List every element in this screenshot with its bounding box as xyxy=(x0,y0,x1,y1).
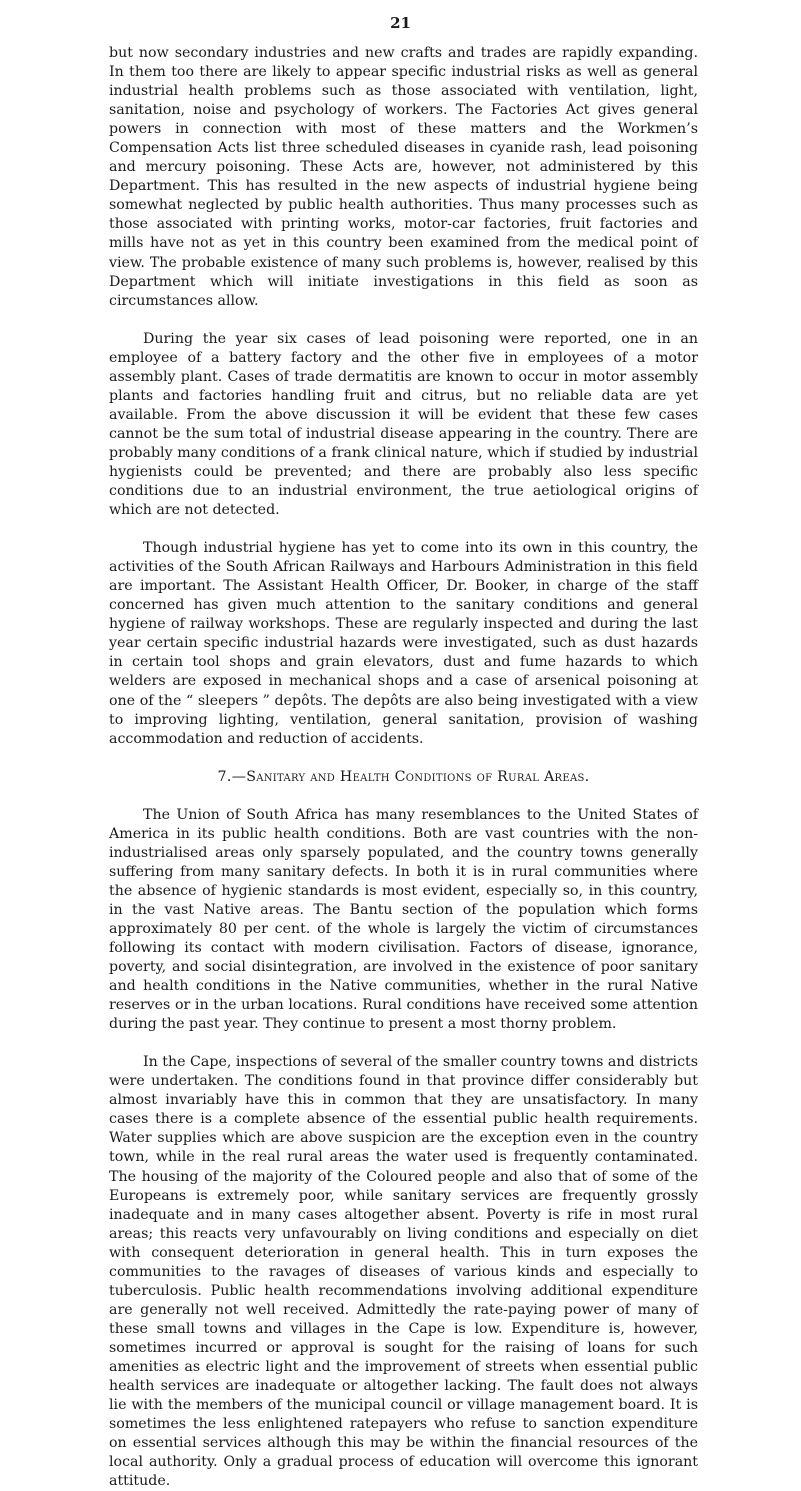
paragraph-lead-poisoning: During the year six cases of lead poisoning were reported, one in an employee of a battery factory and the other five in employees of a motor assembly plant. Cases of trade dermatitis are known to occur in motor assembly plants and factories handling fruit and citrus, but no reliable data are yet available. From the above discussion it will be evident that these few cases cannot be the sum total of industrial disease appearing in the country. There are probably many conditions of a frank clinical nature, which if studied by industrial hygienists could be prevented; and there are probably also less specific conditions due to an industrial environment, the true aetiological origins of which are not detected. xyxy=(109,330,698,519)
section-heading xyxy=(109,768,698,787)
body-text xyxy=(109,44,698,1491)
page-number: 21 xyxy=(390,14,411,32)
section-number: 7. xyxy=(217,768,232,785)
paragraph-cape-inspections: In the Cape, inspections of several of the smaller country towns and districts were undertaken. The conditions found in that province differ considerably but almost invariably have this in common that they are unsatisfactory. In many cases there is a complete absence of the essential public health requirements. Water supplies which are above suspicion are the exception even in the country town, while in the real rural areas the water used is frequently contaminated. The housing of the majority of the Coloured people and also that of some of the Europeans is extremely poor, while sanitary services are frequently grossly inadequate and in many cases altogether absent. Poverty is rife in most rural areas; this reacts very unfavourably on living conditions and especially on diet with consequent deterioration in general health. This in turn exposes the communities to the ravages of diseases of various kinds and especially to tuberculosis. Public health recommendations involving additional expenditure are generally not well received. Admittedly the rate-paying power of many of these small towns and villages in the Cape is low. Expenditure is, however, sometimes incurred or approval is sought for the raising of loans for such amenities as electric light and the improvement of streets when essential public health services are inadequate or altogether lacking. The fault does not always lie with the members of the municipal council or village management board. It is sometimes the less enlightened ratepayers who refuse to sanction expenditure on essential services although this may be within the financial resources of the local authority. Only a gradual process of education will overcome this ignorant attitude. xyxy=(109,1054,698,1490)
section-title: Sanitary and Health Conditions of Rural Areas. xyxy=(246,768,590,785)
paragraph-railways-hygiene: Though industrial hygiene has yet to come into its own in this country, the activities of the South African Railways and Harbours Administration in this field are important. The Assistant Health Officer, Dr. Booker, in charge of the staff concerned has given much attention to the sanitary conditions and general hygiene of railway workshops. These are regularly inspected and during the last year certain specific industrial hazards were investigated, such as dust hazards in certain tool shops and grain elevators, dust and fume hazards to which welders are exposed in mechanical shops and a case of arsenical poisoning at one of the “ sleepers ” depôts. The depôts are also being investigated with a view to improving lighting, ventilation, general sanitation, provision of washing accommodation and reduction of accidents. xyxy=(109,540,698,747)
paragraph-industrial-hygiene-intro: but now secondary industries and new crafts and trades are rapidly expanding. In them too there are likely to appear specific industrial risks as well as general industrial health problems such as those associated with ventilation, light, sanitation, noise and psychology of workers. The Factories Act gives general powers in connection with most of these matters and the Workmen’s Compensation Acts list three scheduled diseases in cyanide rash, lead poisoning and mercury poisoning. These Acts are, however, not administered by this Department. This has resulted in the new aspects of industrial hygiene being somewhat neglected by public health authorities. Thus many processes such as those associated with printing works, motor-car factories, fruit factories and mills have not as yet in this country been examined from the medical point of view. The probable existence of many such problems is, however, realised by this Department which will initiate investigations in this field as soon as circumstances allow. xyxy=(109,45,698,309)
paragraph-union-comparison: The Union of South Africa has many resemblances to the United States of America in its public health conditions. Both are vast countries with the non-industrialised areas only sparsely populated, and the country towns generally suffering from many sanitary defects. In both it is in rural communities where the absence of hygienic standards is most evident, especially so, in this country, in the vast Native areas. The Bantu section of the population which forms approximately 80 per cent. of the whole is largely the victim of circumstances following its contact with modern civilisation. Factors of disease, ignorance, poverty, and social disintegration, are involved in the existence of poor sanitary and health conditions in the Native communities, whether in the rural Native reserves or in the urban locations. Rural conditions have received some attention during the past year. They continue to present a most thorny problem. xyxy=(109,806,698,1033)
section-dash: — xyxy=(231,768,247,785)
